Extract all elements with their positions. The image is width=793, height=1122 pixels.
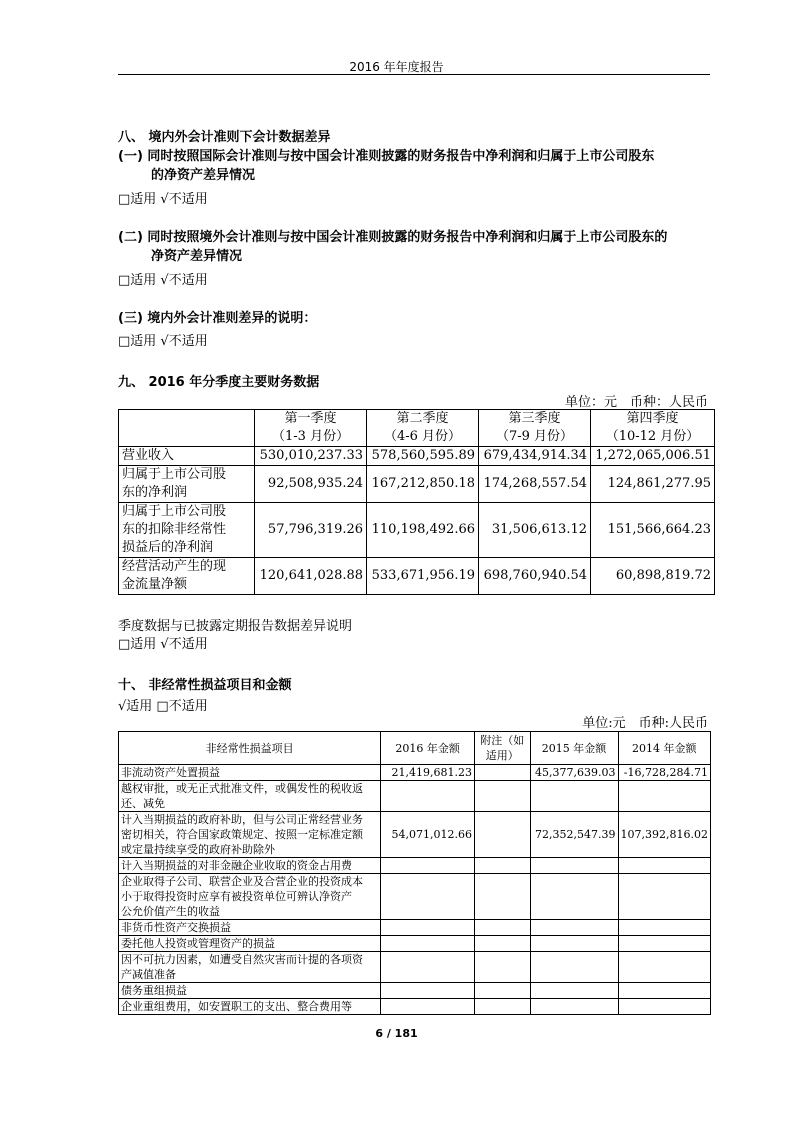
table-cell xyxy=(618,920,711,936)
table-cell xyxy=(618,858,711,874)
table-row xyxy=(119,920,711,936)
table-cell: 45,377,639.03 xyxy=(530,765,618,781)
section-8-sub1-line2: 的净资产差异情况 xyxy=(151,168,256,183)
table-cell xyxy=(530,999,618,1015)
table-row-label: 归属于上市公司股 东的扣除非经常性 损益后的净利润 xyxy=(119,503,255,558)
table-header-row xyxy=(119,410,715,447)
table-row xyxy=(119,999,711,1015)
section-9-title: 九、 2016 年分季度主要财务数据 xyxy=(118,375,320,390)
section-8-title: 八、 境内外会计准则下会计数据差异 xyxy=(118,130,331,145)
table-cell xyxy=(381,858,475,874)
table-row-label: 计入当期损益的对非金融企业收取的资金占用费 xyxy=(119,858,381,874)
table-row xyxy=(119,558,715,595)
table-cell: 124,861,277.95 xyxy=(591,466,715,503)
table-cell: 151,566,664.23 xyxy=(591,503,715,558)
table-row xyxy=(119,858,711,874)
table-header-row xyxy=(119,732,711,765)
table-cell xyxy=(475,999,531,1015)
table-row-label: 债务重组损益 xyxy=(119,983,381,999)
table-cell xyxy=(381,781,475,812)
page-header-title: 2016 年年度报告 xyxy=(349,60,444,74)
table-cell xyxy=(618,936,711,952)
table-header-cell: 第三季度 （7-9 月份） xyxy=(479,410,591,447)
table-header-cell: 2014 年金额 xyxy=(618,732,711,765)
table-cell: 92,508,935.24 xyxy=(255,466,367,503)
table-cell xyxy=(475,765,531,781)
table-cell xyxy=(530,983,618,999)
table-cell xyxy=(618,999,711,1015)
table-row xyxy=(119,874,711,920)
table-header-cell: 2015 年金额 xyxy=(530,732,618,765)
table-cell xyxy=(530,952,618,983)
table-cell: 54,071,012.66 xyxy=(381,812,475,858)
table-cell: 174,268,557.54 xyxy=(479,466,591,503)
table-row xyxy=(119,936,711,952)
table-cell xyxy=(530,920,618,936)
table-row-label: 企业取得子公司、联营企业及合营企业的投资成本 小于取得投资时应享有被投资单位可辨认净资产 公允价值产生的收益 xyxy=(119,874,381,920)
table-header-cell: 非经常性损益项目 xyxy=(119,732,381,765)
table-cell xyxy=(475,858,531,874)
table-cell: 698,760,940.54 xyxy=(479,558,591,595)
table-cell xyxy=(530,858,618,874)
table-header-cell: 第二季度 （4-6 月份） xyxy=(367,410,479,447)
table-row-label: 营业收入 xyxy=(119,447,255,466)
table-row-label: 计入当期损益的政府补助，但与公司正常经营业务 密切相关，符合国家政策规定、按照一定标准定额 或定量持续享受的政府补助除外 xyxy=(119,812,381,858)
table-cell xyxy=(618,983,711,999)
section-10-title: 十、 非经常性损益项目和金额 xyxy=(118,678,292,693)
section-9-note: 季度数据与已披露定期报告数据差异说明 xyxy=(118,619,353,634)
table-cell xyxy=(381,999,475,1015)
table-row-label: 非流动资产处置损益 xyxy=(119,765,381,781)
table-cell xyxy=(475,936,531,952)
table-cell xyxy=(530,936,618,952)
table-cell: 167,212,850.18 xyxy=(367,466,479,503)
table-row-label: 经营活动产生的现 金流量净额 xyxy=(119,558,255,595)
table-cell xyxy=(381,936,475,952)
table-row-label: 委托他人投资或管理资产的损益 xyxy=(119,936,381,952)
table-cell xyxy=(530,781,618,812)
section-10-option: √适用 □不适用 xyxy=(118,699,208,714)
page-number: 6 / 181 xyxy=(375,1027,418,1040)
table-cell xyxy=(381,983,475,999)
table-cell: 110,198,492.66 xyxy=(367,503,479,558)
table-row xyxy=(119,447,715,466)
section-9-note-option: □适用 √不适用 xyxy=(118,637,208,652)
table-cell: 31,506,613.12 xyxy=(479,503,591,558)
table-row xyxy=(119,983,711,999)
table-cell: 120,641,028.88 xyxy=(255,558,367,595)
quarterly-data-table xyxy=(118,409,715,595)
table-cell: 533,671,956.19 xyxy=(367,558,479,595)
section-8-sub2-line2: 净资产差异情况 xyxy=(151,249,243,264)
section-8-sub1-line1: (一) 同时按照国际会计准则与按中国会计准则披露的财务报告中净利润和归属于上市公司股东 xyxy=(118,149,655,164)
section-8-sub1-option: □适用 √不适用 xyxy=(118,192,208,207)
table-row xyxy=(119,765,711,781)
table-cell xyxy=(381,952,475,983)
table-row-label: 归属于上市公司股 东的净利润 xyxy=(119,466,255,503)
table-cell xyxy=(475,812,531,858)
table-cell xyxy=(475,781,531,812)
table-cell: 60,898,819.72 xyxy=(591,558,715,595)
table-header-cell: 2016 年金额 xyxy=(381,732,475,765)
table-cell xyxy=(381,874,475,920)
section-8-sub2-option: □适用 √不适用 xyxy=(118,273,208,288)
section-9-unit: 单位：元 币种：人民币 xyxy=(564,395,708,410)
table-cell: -16,728,284.71 xyxy=(618,765,711,781)
table-cell xyxy=(530,874,618,920)
section-8-sub3-option: □适用 √不适用 xyxy=(118,334,208,349)
table-cell xyxy=(475,952,531,983)
table-row xyxy=(119,812,711,858)
table-cell xyxy=(618,874,711,920)
header-divider xyxy=(118,74,710,75)
table-row xyxy=(119,952,711,983)
table-row-label: 非货币性资产交换损益 xyxy=(119,920,381,936)
table-cell xyxy=(618,952,711,983)
table-header-cell: 第四季度 （10-12 月份） xyxy=(591,410,715,447)
section-8-sub2-line1: (二) 同时按照境外会计准则与按中国会计准则披露的财务报告中净利润和归属于上市公司股东的 xyxy=(118,230,668,245)
table-cell: 57,796,319.26 xyxy=(255,503,367,558)
table-row-label: 因不可抗力因素，如遭受自然灾害而计提的各项资 产减值准备 xyxy=(119,952,381,983)
table-header-cell xyxy=(119,410,255,447)
table-cell xyxy=(475,983,531,999)
section-10-unit: 单位:元 币种:人民币 xyxy=(582,716,708,731)
table-cell: 21,419,681.23 xyxy=(381,765,475,781)
table-cell xyxy=(475,920,531,936)
table-cell xyxy=(475,874,531,920)
table-row-label: 企业重组费用，如安置职工的支出、整合费用等 xyxy=(119,999,381,1015)
table-cell: 530,010,237.33 xyxy=(255,447,367,466)
table-row xyxy=(119,781,711,812)
section-8-sub3-title: (三) 境内外会计准则差异的说明： xyxy=(118,311,317,326)
table-cell: 1,272,065,006.51 xyxy=(591,447,715,466)
table-cell: 679,434,914.34 xyxy=(479,447,591,466)
table-row-label: 越权审批，或无正式批准文件，或偶发性的税收返 还、减免 xyxy=(119,781,381,812)
table-header-cell: 附注（如 适用） xyxy=(475,732,531,765)
table-cell: 72,352,547.39 xyxy=(530,812,618,858)
non-recurring-items-table xyxy=(118,731,711,1015)
table-cell xyxy=(618,781,711,812)
table-row xyxy=(119,503,715,558)
table-header-cell: 第一季度 （1-3 月份） xyxy=(255,410,367,447)
table-row xyxy=(119,466,715,503)
table-cell: 107,392,816.02 xyxy=(618,812,711,858)
table-cell: 578,560,595.89 xyxy=(367,447,479,466)
table-cell xyxy=(381,920,475,936)
